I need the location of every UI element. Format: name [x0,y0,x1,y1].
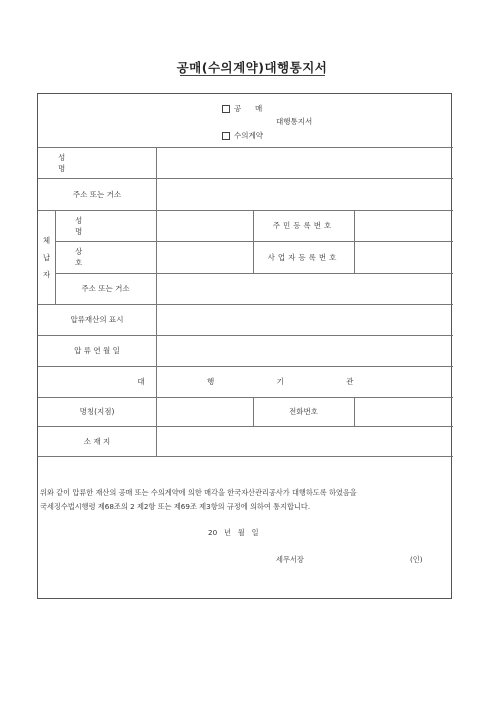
checkbox-icon[interactable] [222,105,230,113]
divider [354,210,355,273]
divider [38,456,453,457]
notice-date: 20 년 월 일 [208,528,259,537]
address-label: 주소 또는 거소 [72,189,122,199]
notice-line-2: 국세징수법시행령 제68조의 2 제2항 또는 제69조 제3항의 규정에 의하여 통지합니다. [40,502,311,511]
notice-form [37,93,452,599]
option-private-contract[interactable] [222,130,263,141]
seized-date-label: 압 류 연 월 일 [74,346,120,355]
seized-property-label: 압류재산의 표시 [70,315,124,324]
header-middle [276,116,312,127]
divider [354,397,355,426]
divider [156,397,157,456]
business-number-label: 사업자등록번호 [267,252,340,262]
title-underline [180,75,325,76]
document-title: 공매(수의계약)대행통지서 [176,60,328,75]
taxpayer-address-label: 주소 또는 거소 [81,284,130,293]
notice-line-1: 위와 같이 압류한 재산의 공매 또는 수의계약에 의한 매각을 한국자산관리공사가 대행하도록 하였음을 [40,488,357,497]
taxpayer-label [38,210,55,304]
option-public-sale[interactable] [222,103,265,114]
taxpayer-char: 자 [42,269,51,279]
taxpayer-char: 체 [42,235,51,245]
option-private-contract-label: 수의계약 [234,131,263,140]
header-middle-label: 대행통지서 [276,117,313,126]
trade-name-label: 상 호 [75,247,111,267]
agency-location-label: 소 재 지 [83,436,111,446]
resident-number-label: 주민등록번호 [272,221,335,230]
agency-phone-label: 전화번호 [289,407,318,416]
agency-name-label: 명칭(지점) [79,407,115,416]
divider [156,147,157,210]
agency-section-label: 대 행 기 관 [137,377,384,386]
notice-seal: (인) [410,555,423,564]
option-public-sale-label: 공 매 [234,104,266,113]
notice-signer: 세무서장 [276,555,304,564]
taxpayer-name-label: 성 명 [75,215,111,236]
checkbox-icon[interactable] [222,132,230,140]
taxpayer-char: 납 [42,252,51,262]
name-label: 성 명 [58,152,94,173]
